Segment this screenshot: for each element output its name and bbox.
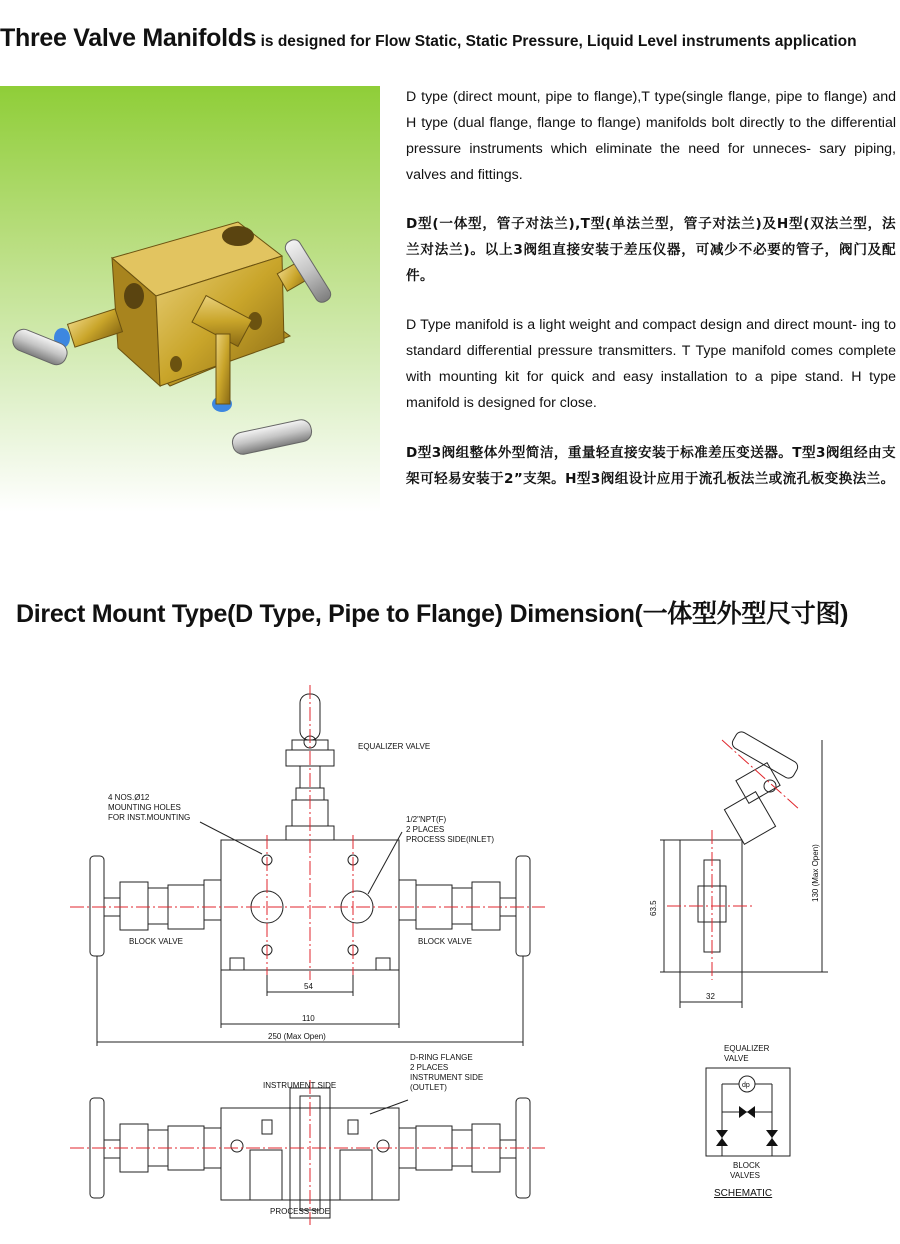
manifold-illustration — [0, 86, 380, 512]
title-sub: is designed for Flow Static, Static Pressure, Liquid Level instruments application — [256, 33, 857, 50]
dim-130: 130 (Max Open) — [811, 844, 820, 902]
schematic-title: SCHEMATIC — [714, 1188, 773, 1199]
centerlines — [70, 685, 800, 1225]
dim-250: 250 (Max Open) — [268, 1032, 326, 1041]
schematic-block-1: BLOCK — [733, 1161, 761, 1170]
label-mounting-2: MOUNTING HOLES — [108, 803, 181, 812]
label-instrument-side: INSTRUMENT SIDE — [263, 1081, 337, 1090]
label-dring-3: INSTRUMENT SIDE — [410, 1073, 484, 1082]
label-npt-3: PROCESS SIDE(INLET) — [406, 835, 495, 844]
label-dring-4: (OUTLET) — [410, 1083, 447, 1092]
schematic-equalizer-2: VALVE — [724, 1054, 749, 1063]
dim-32: 32 — [706, 992, 715, 1001]
schematic-equalizer-1: EQUALIZER — [724, 1044, 770, 1053]
label-dring-2: 2 PLACES — [410, 1063, 449, 1072]
dim-63-5: 63.5 — [649, 900, 658, 916]
label-dring-1: D-RING FLANGE — [410, 1053, 473, 1062]
intro-paragraph-3: D Type manifold is a light weight and compact design and direct mount- ing to standard differential pressure transmitters. T Type manifold comes complete with mounting kit for quick and easy installation to a pipe stand. H type manifold is designed for close. — [406, 317, 896, 411]
schematic-dp: dp — [742, 1082, 750, 1089]
dimension-drawing — [0, 680, 900, 1240]
title-main: Three Valve Manifolds — [0, 24, 257, 52]
intro-paragraph-1: D type (direct mount, pipe to flange),T type(single flange, pipe to flange) and H type (dual flange, flange to flange) manifolds bolt directly to the differential pressure instruments which eliminate the need for unneces- sary piping, valves and fittings. — [406, 89, 896, 183]
schematic-block-2: VALVES — [730, 1171, 760, 1180]
product-photo — [0, 86, 380, 512]
label-npt-1: 1/2"NPT(F) — [406, 815, 447, 824]
label-equalizer-valve: EQUALIZER VALVE — [358, 742, 431, 751]
intro-paragraph-2-cn: D型(一体型，管子对法兰),T型(单法兰型，管子对法兰)及H型(双法兰型，法兰对法兰)。以上3阀组直接安装于差压仪器，可减少不必要的管子，阀门及配件。 — [406, 216, 896, 284]
label-mounting-3: FOR INST.MOUNTING — [108, 813, 191, 822]
label-process-side: PROCESS SIDE — [270, 1207, 331, 1216]
label-npt-2: 2 PLACES — [406, 825, 445, 834]
label-block-valve-left: BLOCK VALVE — [129, 937, 183, 946]
intro-paragraph-4-cn: D型3阀组整体外型简洁，重量轻直接安装于标准差压变送器。T型3阀组经由支架可轻易安装于2”支架。H型3阀组设计应用于流孔板法兰或流孔板变换法兰。 — [406, 445, 896, 487]
label-mounting-1: 4 NOS.Ø12 — [108, 793, 150, 802]
dim-110: 110 — [302, 1014, 315, 1023]
label-block-valve-right: BLOCK VALVE — [418, 937, 472, 946]
dimension-heading: Direct Mount Type(D Type, Pipe to Flange) Dimension(一体型外型尺寸图) — [16, 600, 849, 628]
dim-54: 54 — [304, 982, 313, 991]
page-title — [0, 24, 900, 53]
